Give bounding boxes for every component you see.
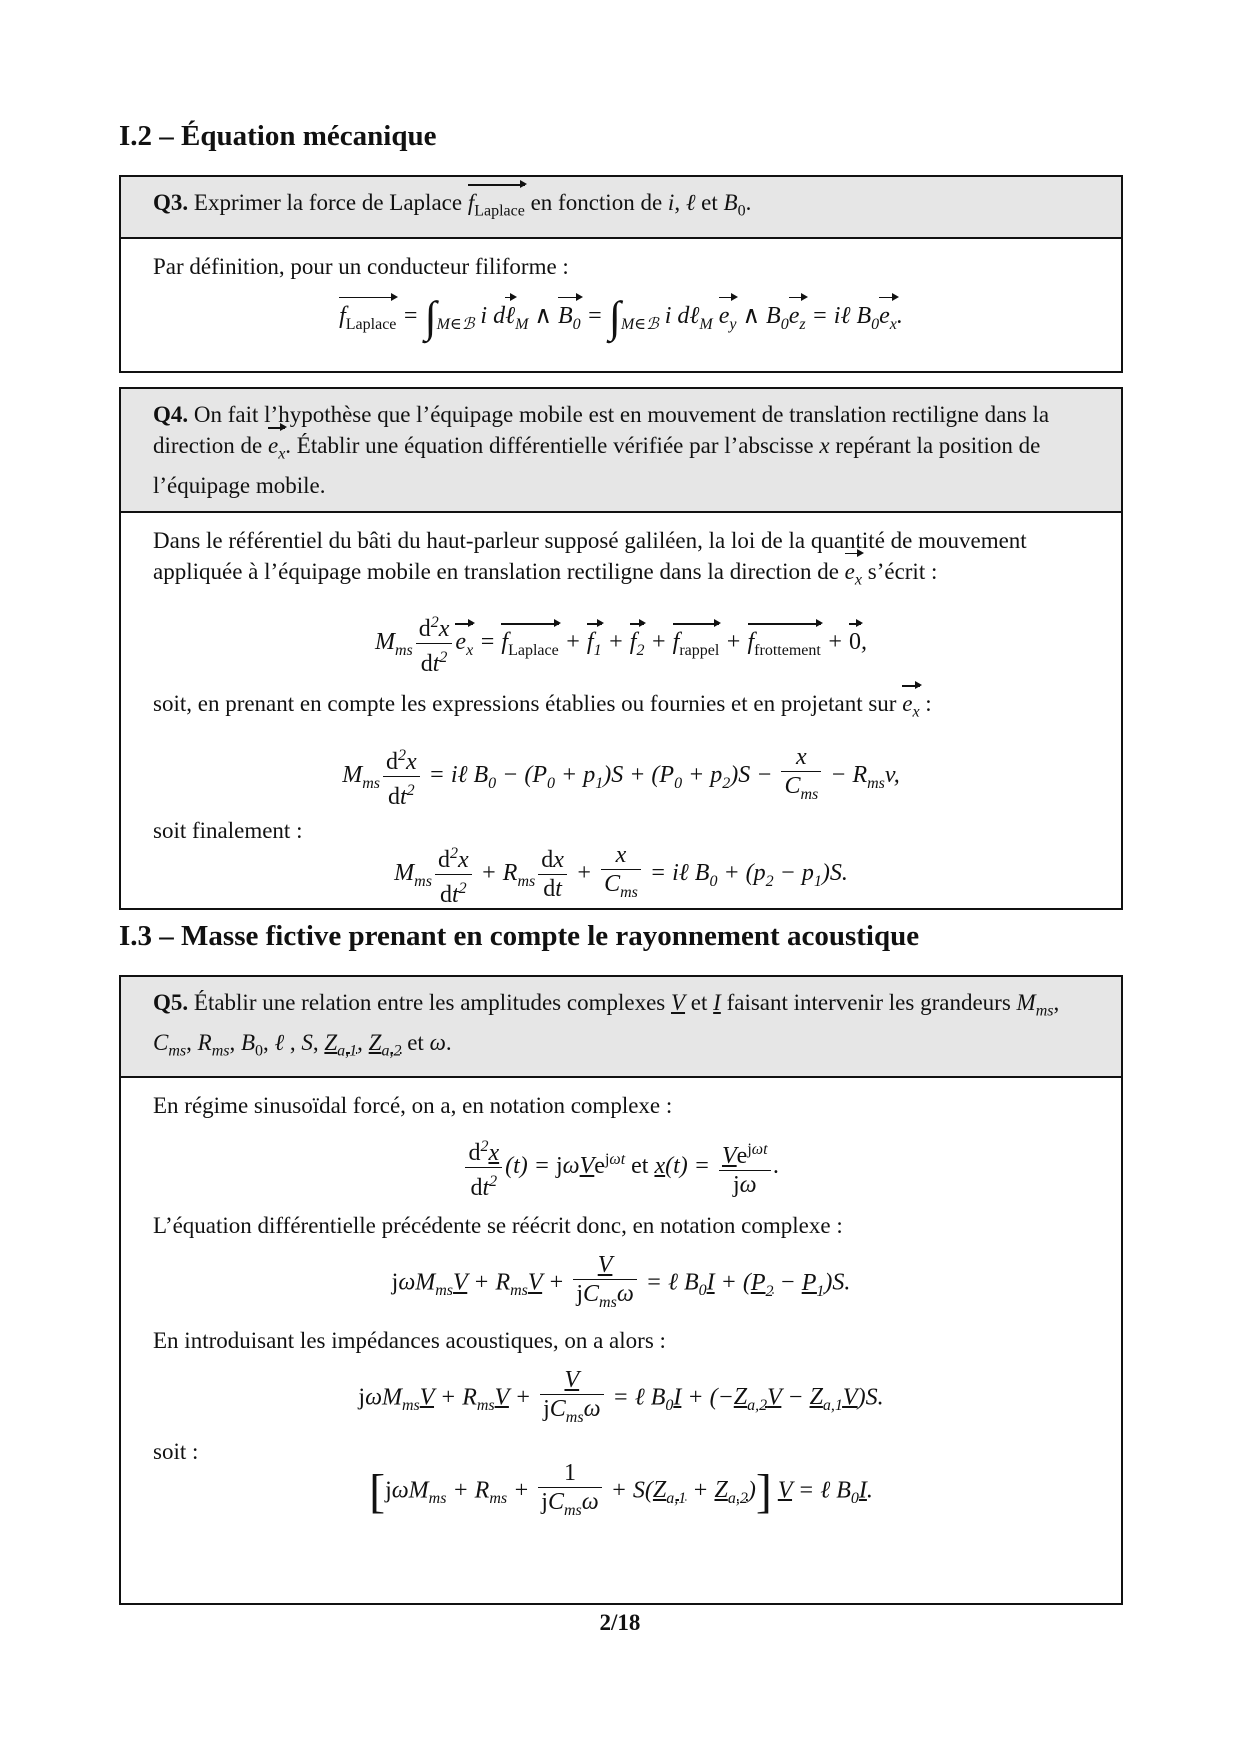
q3-equation-1: $f_{Laplace} = \int_{M\in ℬ}$ i dℓ$_M$ ∧ $B_0 = \int_{M\in ℬ}$ i dℓ$_M$ $e_y$ ∧ $B_0e_z$ = iℓ $B_0e_x$. <box>339 292 903 342</box>
q5-box <box>119 975 1123 1605</box>
q4-equation-3: $M_{ms}$ $\frac{d^2x}{dt^2}$ + $R_{ms}$ $\frac{dx}{dt}$ + $\frac{x}{C_{ms}}$ = iℓ $B_0 + (p_2 - p_1)S$. <box>153 840 1089 909</box>
q4-equation-1: $M_{ms}$ $\frac{d^2x}{dt^2}$ $e_x = f_{Laplace} + f_1 + f_2 + f_{rappel} + f_{frottement} + 0$, <box>153 609 1089 678</box>
q3-label: Q3. <box>153 190 189 215</box>
q5-equation-1: $\frac{d^2x}{dt^2}$ (t) = jωVe$^{j\omega t}$ et x(t) = $\frac{Ve^{j\omega t}}{j\omega}$ . <box>153 1133 1089 1202</box>
q4-question <box>121 389 1121 513</box>
q5-equation-2: $j\omega M_{ms}V + R_{ms}V$ + $\frac{V}{jC_{ms}\omega}$ = ℓ $B_0I + (P_2 - P_1)S$. <box>391 1252 851 1311</box>
q4-text-3: soit finalement : <box>153 817 303 843</box>
q4-answer <box>121 513 1121 919</box>
q5-text-3: En introduisant les impédances acoustiques, on a alors : <box>153 1327 666 1353</box>
q4-text-2: soit, en prenant en compte les expressions établies ou fournies et en projetant sur $e_x$ : <box>153 688 1089 728</box>
q5-answer-intro: En régime sinusoïdal forcé, on a, en notation complexe : <box>153 1093 673 1119</box>
q3-prompt-render: Exprimer la force de Laplace $f_{Laplace}$ en fonction de i, ℓ et $B_0$. <box>194 190 751 215</box>
q5-text-4: soit : <box>153 1438 199 1464</box>
q4-box <box>119 387 1123 910</box>
q5-prompt-render: Établir une relation entre les amplitudes complexes V et I faisant intervenir les grandeurs $M_{ms}$, $C_{ms}$, $R_{ms}$, $B_0$, ℓ , S, $Z_{a,1}$, $Z_{a,2}$ et ω. <box>153 990 1060 1060</box>
q5-text-2: L’équation différentielle précédente se réécrit donc, en notation complexe : <box>153 1213 843 1239</box>
section-title-i2: I.2 – Équation mécanique <box>119 120 437 152</box>
q5-answer <box>121 1078 1121 1534</box>
q4-equation-2: $M_{ms}$ $\frac{d^2x}{dt^2}$ = iℓ $B_0 - (P_0 + p_1)S + (P_0 + p_2)S$ − $\frac{x}{C_{ms}}$ − $R_{ms}v$, <box>153 742 1089 811</box>
q3-box <box>119 175 1123 373</box>
q3-answer <box>121 239 1121 351</box>
q5-equation-4: [$j\omega M_{ms} + R_{ms}$ + $\frac{1}{jC_{ms}\omega}$ + $S(Z_{a,1} + Z_{a,2})$] V = ℓ $B_0I$. <box>369 1459 873 1519</box>
q4-prompt-render: On fait l’hypothèse que l’équipage mobile est en mouvement de translation rectiligne dans la direction de $e_x$. Établir une équation différentielle vérifiée par l’abscisse x repérant la position de l’équipage mobile. <box>153 402 1050 498</box>
q3-answer-intro: Par définition, pour un conducteur filiforme : <box>153 253 569 279</box>
page-number: 2/18 <box>599 1610 641 1635</box>
q3-question <box>121 177 1121 239</box>
q4-label: Q4. <box>153 402 189 427</box>
q5-equation-3: $j\omega M_{ms}V + R_{ms}V$ + $\frac{V}{jC_{ms}\omega}$ = ℓ $B_0I + (-Z_{a,2}V - Z_{a,1}V)S$. <box>358 1366 884 1426</box>
q4-answer-intro: Dans le référentiel du bâti du haut-parleur supposé galiléen, la loi de la quantité de mouvement appliquée à l’équipage mobile en translation rectiligne dans la direction de $e_x$ s’écrit : <box>153 525 1089 596</box>
q5-question <box>121 977 1121 1078</box>
q5-label: Q5. <box>153 990 189 1015</box>
section-title-i3: I.3 – Masse fictive prenant en compte le rayonnement acoustique <box>119 920 920 952</box>
